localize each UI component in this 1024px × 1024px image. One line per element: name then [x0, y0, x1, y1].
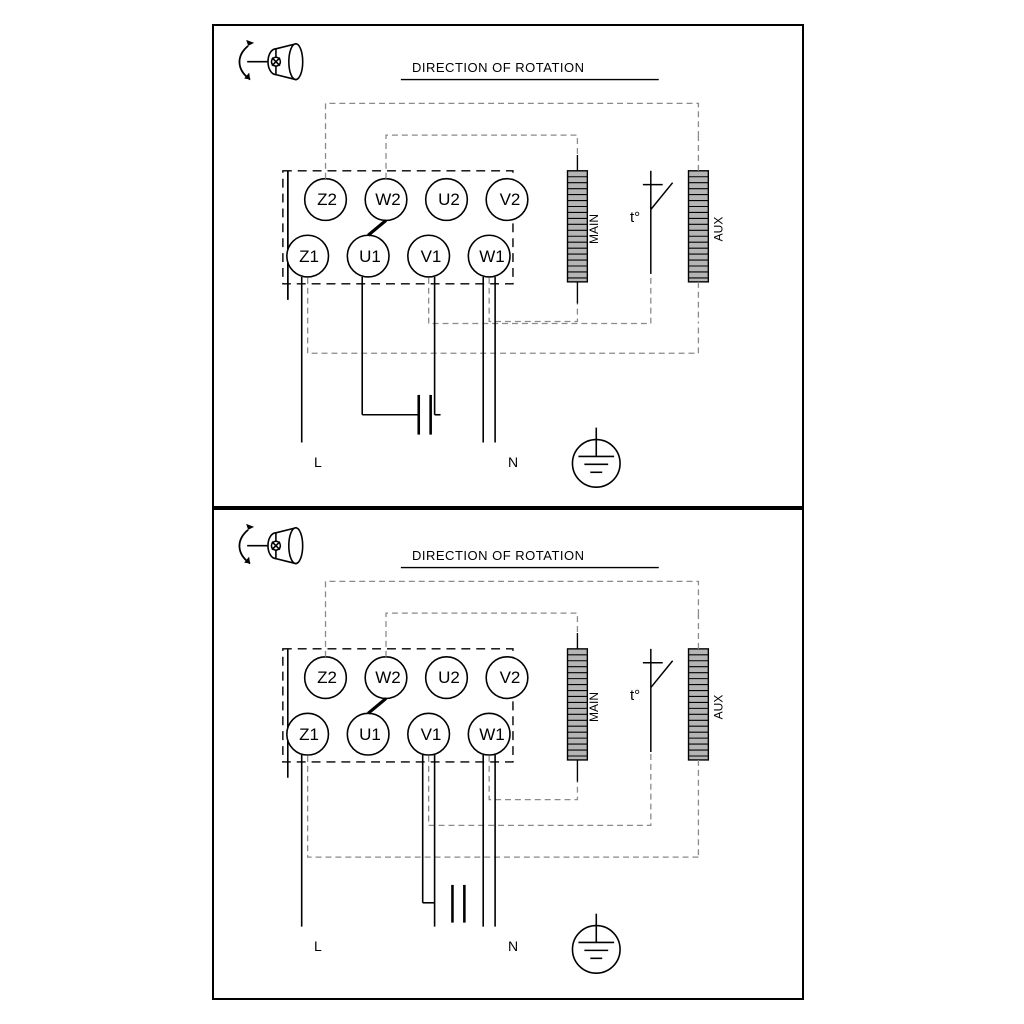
capacitor-symbol [452, 885, 464, 923]
winding-main-symbol [568, 155, 588, 304]
winding-aux-label: AUX [711, 694, 726, 720]
terminal-z1-label: Z1 [299, 725, 319, 744]
supply-conductors [302, 277, 495, 443]
earth-ground-symbol [572, 914, 620, 974]
terminal-z1-label: Z1 [299, 247, 319, 266]
winding-aux-label: AUX [711, 216, 726, 242]
earth-ground-symbol [572, 428, 620, 488]
thermal-switch-symbol [643, 171, 673, 274]
diagram-panel-bottom [212, 508, 804, 1000]
terminal-z2-label: Z2 [317, 668, 337, 687]
dashed-wiring [308, 103, 699, 353]
winding-main-label: MAIN [587, 692, 601, 722]
terminal-w1-label: W1 [479, 247, 505, 266]
supply-line-label: L [314, 454, 322, 470]
direction-of-rotation-label: DIRECTION OF ROTATION [412, 60, 585, 75]
thermal-switch-symbol [643, 649, 673, 752]
supply-neutral-label: N [508, 454, 519, 470]
terminal-v2-label: V2 [499, 668, 521, 687]
panel-bottom-schematic [214, 510, 802, 998]
capacitor-symbol [419, 395, 431, 435]
terminal-u2-label: U2 [438, 668, 460, 687]
motor-shaft-rotation-cw-icon [239, 524, 302, 564]
terminal-z2-label: Z2 [317, 190, 337, 209]
thermal-switch-label: t° [630, 209, 641, 226]
supply-neutral-label: N [508, 938, 519, 954]
thermal-switch-label: t° [630, 687, 641, 704]
direction-of-rotation-label: DIRECTION OF ROTATION [412, 548, 585, 563]
motor-shaft-rotation-ccw-icon [239, 40, 302, 80]
winding-aux-symbol [689, 613, 709, 857]
terminal-u1-label: U1 [359, 725, 381, 744]
terminal-w2-label: W2 [375, 190, 401, 209]
supply-line-label: L [314, 938, 322, 954]
terminal-u1-label: U1 [359, 247, 381, 266]
winding-main-label: MAIN [587, 214, 601, 244]
terminal-u2-label: U2 [438, 190, 460, 209]
supply-conductors [302, 755, 495, 927]
terminal-v2-label: V2 [499, 190, 521, 209]
diagram-panel-top [212, 24, 804, 508]
terminal-v1-label: V1 [420, 725, 442, 744]
terminal-v1-label: V1 [420, 247, 442, 266]
winding-main-symbol [568, 633, 588, 782]
terminal-w2-label: W2 [375, 668, 401, 687]
winding-aux-symbol [688, 135, 708, 323]
terminal-w1-label: W1 [479, 725, 505, 744]
